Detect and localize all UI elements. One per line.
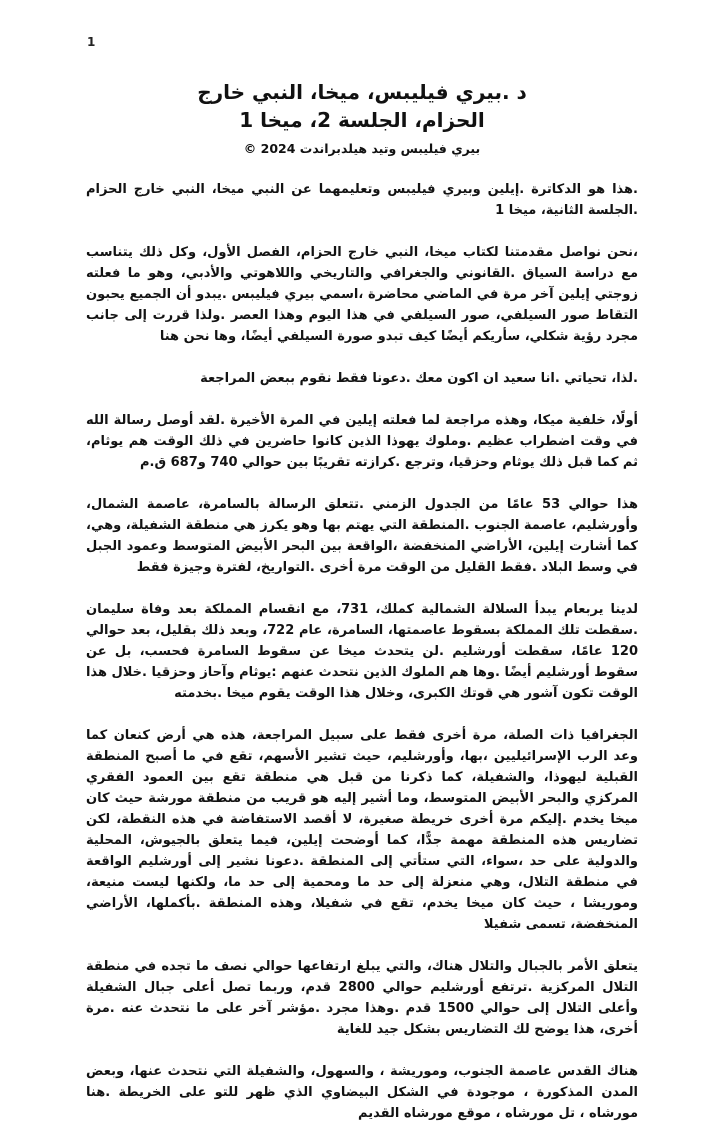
body-paragraph: يتعلق الأمر بالجبال والتلال هناك، والتي يبلغ ارتفاعها حوالي نصف ما تجده في منطقة التلال المركزية .ترتفع أورشليم حوالي 2800 قدم، وربما تصل أعلى جبال الشفيلة وأعلى التلال إلى حوالي 1500 قدم .وهذا مجرد .مؤشر آخر على ما نتحدث عنه .مرة أخرى، هذا يوضح لك التضاريس بشكل جيد للغاية <box>86 959 638 1037</box>
copyright-byline: بيري فيليبس وتيد هيلدبراندت 2024 © <box>243 141 481 156</box>
page-content <box>86 78 638 1145</box>
body-paragraph: الجغرافيا ذات الصلة، مرة أخرى فقط على سبيل المراجعة، هذه هي أرض كنعان كما وعد الرب الإسرائيليين ،بها، وأورشليم، حيث تشير الأسهم، تقع في ما أصبح المنطقة القبلية ليهوذا، والشفيلة، كما ذكرنا من قبل هي منطقة تقع بين العمود الفقري المركزي والبحر الأبيض المتوسط، وما أشير إليه هو قريب من منطقة مورشة حيث كان ميخا يخدم .إليكم مرة أخرى خريطة صغيرة، لا أقصد الاستفاضة في هذه النقطة، لكن تضاريس هذه المنطقة مهمة جدًّا، كما أوضحت إيلين، فيما يتعلق بالجيوش، المحلية والدولية على حد ،سواء، التي ستأتي إلى المنطقة .دعونا نشير إلى أورشليم الواقعة في منطقة التلال، وهي منعزلة إلى حد ما ومحمية إلى حد ما، ولكنها ليست منيعة، وموريشا ، حيث كان ميخا يخدم، تقع في شفيلا، وهذه المنطقة .بأكملها، الأراضي المنخفضة، تسمى شفيلا <box>86 728 638 932</box>
document-body <box>86 179 638 1124</box>
body-paragraph: .لذا، تحياتي .انا سعيد ان اكون معك .دعونا فقط نقوم ببعض المراجعة <box>200 371 638 386</box>
document-title <box>86 78 638 134</box>
page-number: 1 <box>87 35 96 49</box>
body-paragraph: .هذا هو الدكاترة .إيلين وبيري فيليبس وتعليمهما عن النبي ميخا، النبي خارج الحزام .الجلسة الثانية، ميخا 1 <box>86 182 638 218</box>
document-title-line-2: الحزام، الجلسة 2، ميخا 1 <box>239 108 485 132</box>
body-paragraph: ،نحن نواصل مقدمتنا لكتاب ميخا، النبي خارج الحزام، الفصل الأول، وكل ذلك يتناسب مع دراسة السياق .القانوني والجغرافي والتاريخي واللاهوتي والأدبي، وهو ما فعلته زوجتي إيلين آخر مرة في الماضي محاضرة ،اسمي بيري فيليبس .يبدو أن الجميع يحبون التقاط صور السيلفي، صور السيلفي في هذا اليوم وهذا العصر .ولذا قررت إلى جانب مجرد رؤية شكلي، سأريكم أيضًا كيف تبدو صورة السيلفي أيضًا، وها نحن هنا <box>86 245 638 344</box>
document-title-line-1: د .بيري فيليبس، ميخا، النبي خارج <box>197 80 527 104</box>
body-paragraph: لدينا يربعام يبدأ السلالة الشمالية كملك، 731، مع انقسام المملكة بعد وفاة سليمان .سقطت تلك المملكة بسقوط عاصمتها، السامرة، عام 722، وبعد ذلك بقليل، بعد حوالي 120 عامًا، سقطت أورشليم .لن يتحدث ميخا عن سقوط السامرة فحسب، بل عن سقوط أورشليم أيضًا .وها هم الملوك الذين نتحدث عنهم :يوثام وآحاز وحزقيا .خلال هذا الوقت تكون آشور هي قوتك الكبرى، وخلال هذا الوقت يقوم ميخا .بخدمته <box>86 602 638 701</box>
body-paragraph: هناك القدس عاصمة الجنوب، وموريشة ، والسهول، والشفيلة التي نتحدث عنها، وبعض المدن المذكورة ، موجودة في الشكل البيضاوي الذي ظهر للتو على الخريطة .هنا مورشاه ، تل مورشاه ، موقع مورشاه القديم <box>86 1064 638 1121</box>
body-paragraph: أولًا، خلفية ميكا، وهذه مراجعة لما فعلته إيلين في المرة الأخيرة .لقد أوصل رسالة الله في وقت اضطراب عظيم .وملوك يهوذا الذين كانوا حاضرين في ذلك الوقت هم يوثام، ثم كما قبل ذلك يوثام وحزقيا، وترجع .كرازته تقريبًا بين حوالي 740 و687 ق.م <box>86 413 638 470</box>
body-paragraph: هذا حوالي 53 عامًا من الجدول الزمني .تتعلق الرسالة بالسامرة، عاصمة الشمال، وأورشليم، عاصمة الجنوب .المنطقة التي يهتم بها وهو يكرز هي منطقة الشفيلة، وهي، كما أشارت إيلين، الأراضي المنخفضة ،الواقعة بين البحر الأبيض المتوسط وعمود الجبل في وسط البلاد .فقط القليل من الوقت مرة أخرى .التواريخ، لفترة وجيزة فقط <box>86 497 638 575</box>
